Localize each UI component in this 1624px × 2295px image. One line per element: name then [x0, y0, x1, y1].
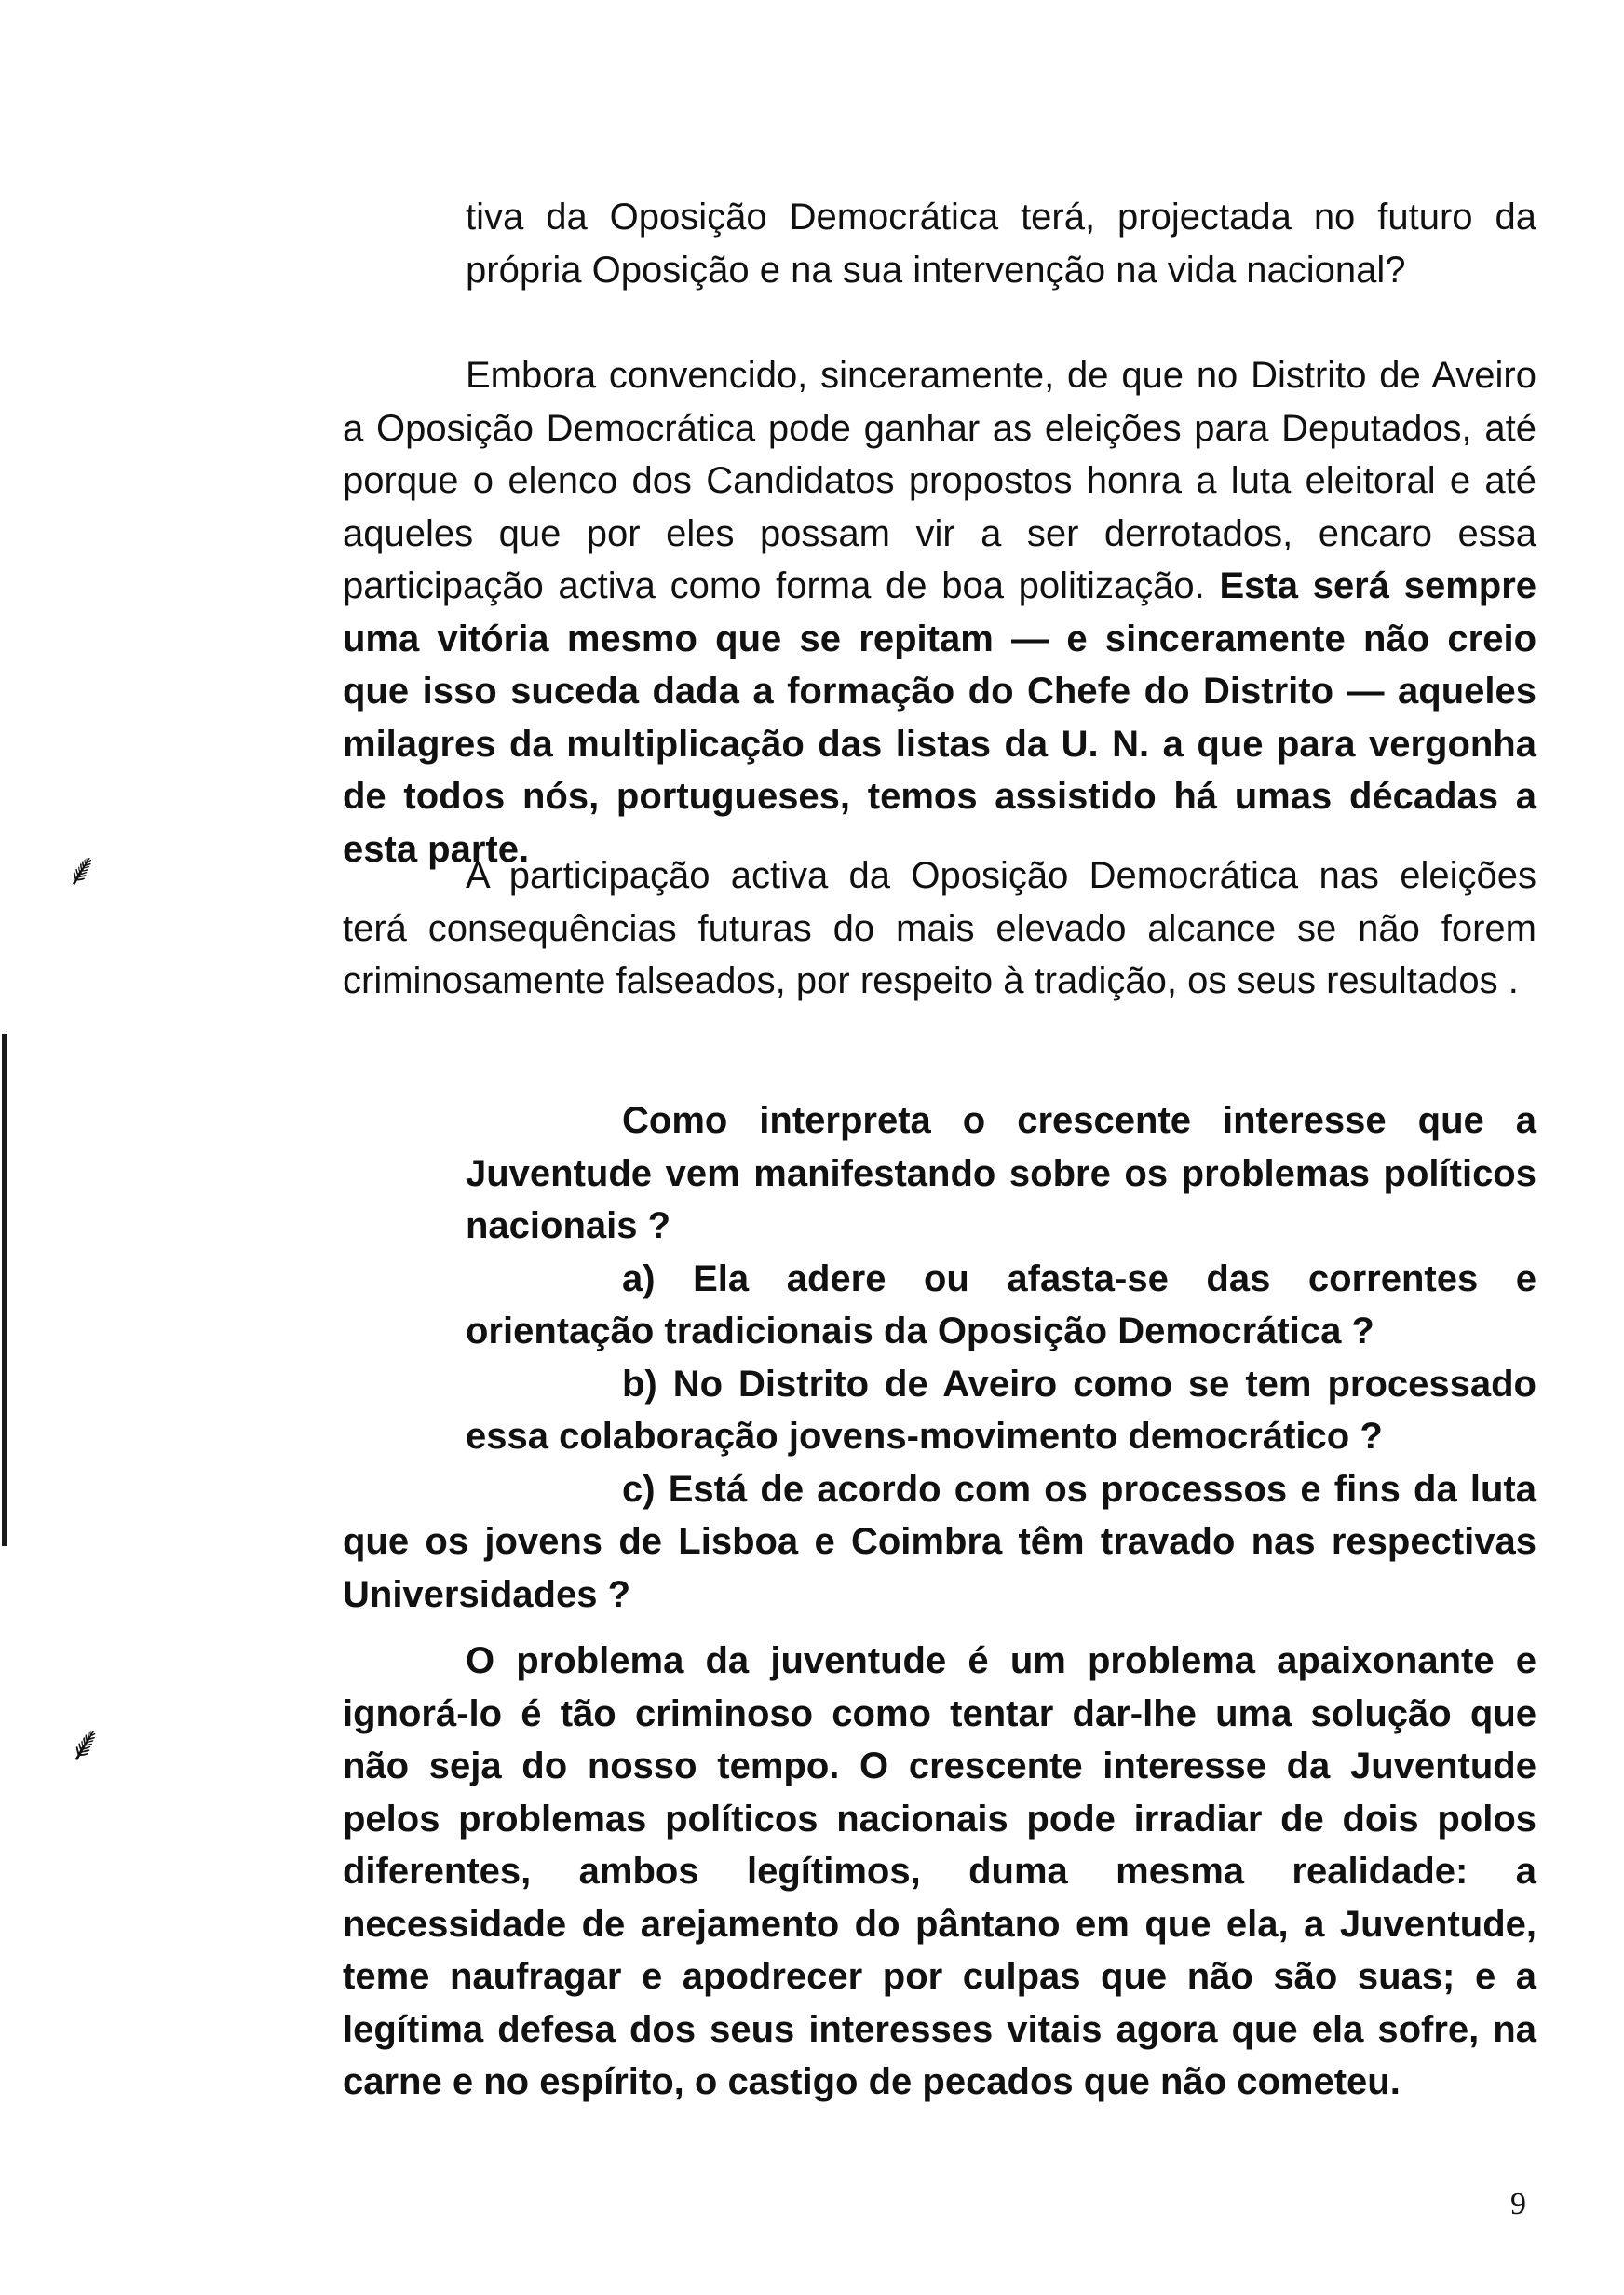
- question-b: b) No Distrito de Aveiro como se tem processado essa colaboração jovens-movimento democrático ?: [466, 1363, 1536, 1457]
- question-main: Como interpreta o crescente interesse que a Juventude vem manifestando sobre os problemas políticos nacionais ?: [466, 1100, 1536, 1246]
- paragraph-1-bold-text: Esta será sempre uma vitória mesmo que se repitam — e sinceramente não creio que isso suceda dada a formação do Chefe do Distrito — aqueles milagres da multiplicação das listas da U. N. a que para vergonha de todos nós, portugueses, temos assistido há umas décadas a esta parte.: [343, 565, 1537, 870]
- interview-questions: [343, 1094, 1536, 1621]
- page-edge-shadow: [2, 1034, 7, 1546]
- paragraph-1: [343, 349, 1536, 876]
- answer-paragraph: [343, 1635, 1536, 2109]
- margin-mark-icon: ⸙: [67, 1717, 104, 1772]
- answer-text: O problema da juventude é um problema apaixonante e ignorá-lo é tão criminoso como tentar dar-lhe uma solução que não seja do nosso tempo. O crescente interesse da Juventude pelos problemas políticos nacionais pode irradiar de dois polos diferentes, ambos legítimos, duma mesma realidade: a necessidade de arejamento do pântano em que ela, a Juventude, teme naufragar e apodrecer por culpas que não são suas; e a legítima defesa dos seus interesses vitais agora que ela sofre, na carne e no espírito, o castigo de pecados que não cometeu.: [343, 1640, 1536, 2102]
- question-a: a) Ela adere ou afasta-se das correntes e orientação tradicionais da Oposição Democrática ?: [466, 1257, 1536, 1351]
- paragraph-2: [343, 849, 1536, 1008]
- paragraph-1-normal-text: Embora convencido, sinceramente, de que no Distrito de Aveiro a Oposição Democrática pode ganhar as eleições para Deputados, até porque o elenco dos Candidatos propostos honra a luta eleitoral e até aqueles que por eles possam vir a ser derrotados, encaro essa participação activa como forma de boa politização.: [343, 355, 1536, 606]
- margin-mark-icon: ⸙: [65, 844, 100, 896]
- page-number: 9: [1510, 2187, 1526, 2221]
- intro-continuation-text: tiva da Oposição Democrática terá, projectada no futuro da própria Oposição e na sua intervenção na vida nacional?: [466, 197, 1536, 291]
- question-c: c) Está de acordo com os processos e fins da luta que os jovens de Lisboa e Coimbra têm travado nas respectivas Universidades ?: [343, 1468, 1536, 1615]
- paragraph-2-text: A participação activa da Oposição Democrática nas eleições terá consequências futuras do mais elevado alcance se não forem criminosamente falseados, por respeito à tradição, os seus resultados .: [343, 855, 1536, 1001]
- intro-continuation-paragraph: [466, 191, 1536, 296]
